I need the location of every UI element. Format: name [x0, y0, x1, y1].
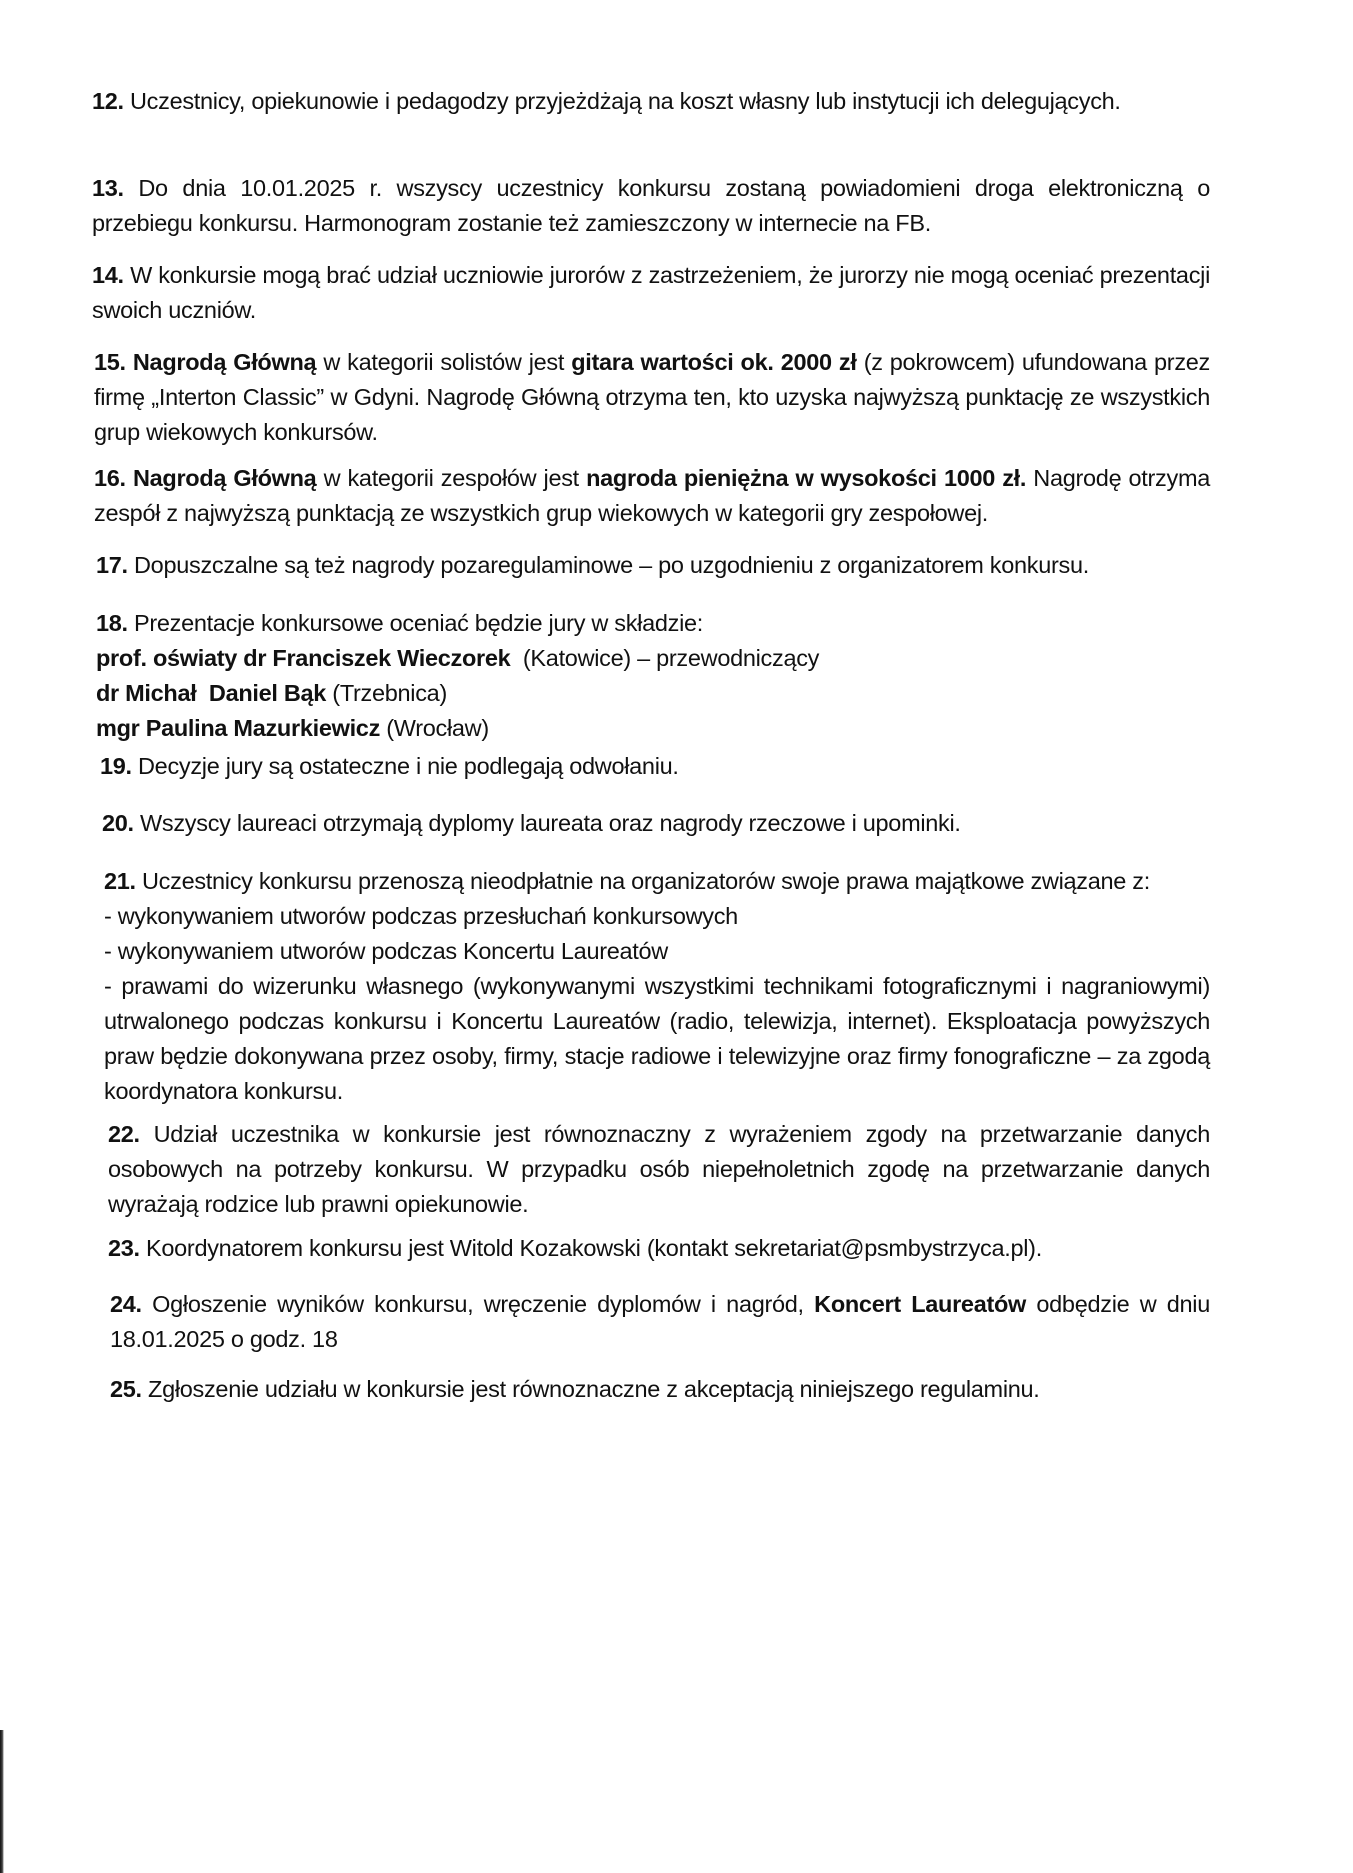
item-text: w kategorii solistów jest — [316, 349, 572, 375]
item-text: Do dnia 10.01.2025 r. wszyscy uczestnicy konkursu zostaną powiadomieni droga elektroniczną o przebiegu konkursu. Harmonogram zostanie też zamieszczony w internecie na FB. — [92, 175, 1210, 236]
jury-name: dr Michał Daniel Bąk — [96, 680, 327, 706]
paragraph-13 — [92, 171, 1210, 241]
item-text: Decyzje jury są ostateczne i nie podlegają odwołaniu. — [138, 753, 679, 779]
item-text: (z pokrowcem) ufundowana przez firmę „Interton Classic” w Gdyni. Nagrodę Główną otrzyma ten, kto uzyska najwyższą punktację ze wszystkich grup wiekowych konkursów. — [94, 349, 1211, 445]
item-text: Dopuszczalne są też nagrody pozaregulaminowe – po uzgodnieniu z organizatorem konkursu. — [134, 552, 1089, 578]
item-text: w kategorii zespołów jest — [316, 465, 587, 491]
item-number: 13. — [92, 175, 124, 201]
item-text: Wszyscy laureaci otrzymają dyplomy laureata oraz nagrody rzeczowe i upominki. — [140, 810, 961, 836]
item-number: 24. — [110, 1291, 142, 1317]
item-number: 19. — [100, 753, 132, 779]
item-number: 12. — [92, 88, 124, 114]
item-number: 20. — [102, 810, 134, 836]
bold-phrase: gitara wartości ok. 2000 zł — [571, 349, 857, 375]
scan-edge-shadow — [0, 1730, 4, 1873]
item-text: Nagrodę otrzyma zespół z najwyższą punktacją ze wszystkich grup wiekowych w kategorii gry zespołowej. — [94, 465, 1211, 526]
bold-phrase: Koncert Laureatów — [814, 1291, 1027, 1317]
paragraph-23 — [108, 1231, 1210, 1266]
paragraph-18 — [96, 606, 1210, 746]
bullet-item: - wykonywaniem utworów podczas Koncertu Laureatów — [104, 938, 668, 964]
jury-name: mgr Paulina Mazurkiewicz — [96, 715, 381, 741]
jury-member — [96, 641, 1210, 676]
jury-detail: (Katowice) – przewodniczący — [510, 645, 820, 671]
paragraph-24 — [110, 1287, 1210, 1357]
item-number: 21. — [104, 868, 136, 894]
item-number: 16. — [94, 465, 126, 491]
paragraph-12 — [92, 84, 1210, 119]
item-text: Uczestnicy, opiekunowie i pedagodzy przyjeżdżają na koszt własny lub instytucji ich delegujących. — [130, 88, 1121, 114]
item-text: Zgłoszenie udziału w konkursie jest równoznaczne z akceptacją niniejszego regulaminu. — [148, 1376, 1040, 1402]
jury-detail: (Wrocław) — [380, 715, 489, 741]
item-text: odbędzie w dniu 18.01.2025 o godz. 18 — [110, 1291, 1211, 1352]
item-number: 18. — [96, 610, 128, 636]
jury-member — [96, 676, 1210, 711]
bold-phrase: Nagrodą Główną — [132, 349, 317, 375]
item-text: Uczestnicy konkursu przenoszą nieodpłatnie na organizatorów swoje prawa majątkowe związane z: — [142, 868, 1150, 894]
bold-phrase: Nagrodą Główną — [132, 465, 317, 491]
paragraph-15 — [94, 345, 1210, 450]
bullet-item: - wykonywaniem utworów podczas przesłuchań konkursowych — [104, 903, 738, 929]
jury-detail: (Trzebnica) — [326, 680, 447, 706]
paragraph-25 — [110, 1372, 1210, 1407]
item-number: 15. — [94, 349, 126, 375]
paragraph-20 — [102, 806, 1210, 841]
paragraph-17 — [96, 548, 1210, 583]
paragraph-21 — [104, 864, 1210, 1109]
paragraph-16 — [94, 461, 1210, 531]
paragraph-14 — [92, 258, 1210, 328]
item-text: Ogłoszenie wyników konkursu, wręczenie dyplomów i nagród, — [152, 1291, 815, 1317]
item-text: Udział uczestnika w konkursie jest równoznaczny z wyrażeniem zgody na przetwarzanie danych osobowych na potrzeby konkursu. W przypadku osób niepełnoletnich zgodę na przetwarzanie danych wyrażają rodzice lub prawni opiekunowie. — [108, 1121, 1210, 1217]
item-text: Prezentacje konkursowe oceniać będzie jury w składzie: — [134, 610, 703, 636]
jury-member — [96, 711, 1210, 746]
item-number: 22. — [108, 1121, 140, 1147]
item-number: 23. — [108, 1235, 140, 1261]
item-number: 14. — [92, 262, 124, 288]
item-number: 25. — [110, 1376, 142, 1402]
item-number: 17. — [96, 552, 128, 578]
bold-phrase: nagroda pieniężna w wysokości 1000 zł. — [586, 465, 1027, 491]
item-text: Koordynatorem konkursu jest Witold Kozakowski (kontakt sekretariat@psmbystrzyca.pl). — [146, 1235, 1042, 1261]
item-text: W konkursie mogą brać udział uczniowie jurorów z zastrzeżeniem, że jurorzy nie mogą oceniać prezentacji swoich uczniów. — [92, 262, 1210, 323]
bullet-item: - prawami do wizerunku własnego (wykonywanymi wszystkimi technikami fotograficznymi i nagraniowymi) utrwalonego podczas konkursu i Koncertu Laureatów (radio, telewizja, internet). Eksploatacja powyższych praw będzie dokonywana przez osoby, firmy, stacje radiowe i telewizyjne oraz firmy fonograficzne – za zgodą koordynatora konkursu. — [104, 973, 1210, 1104]
paragraph-19 — [100, 749, 1210, 784]
jury-name: prof. oświaty dr Franciszek Wieczorek — [96, 645, 511, 671]
paragraph-22 — [108, 1117, 1210, 1222]
